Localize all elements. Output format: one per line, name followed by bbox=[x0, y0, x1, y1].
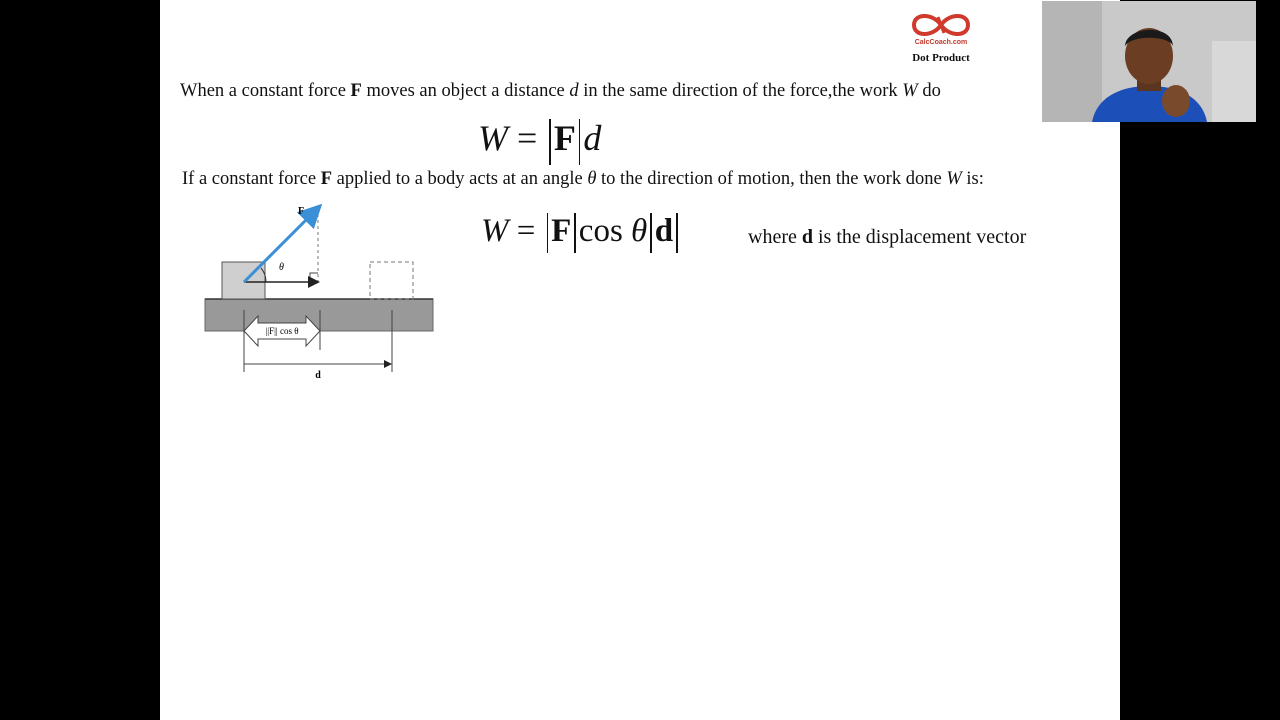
text-segment: do bbox=[917, 81, 941, 101]
angle-sentence bbox=[182, 169, 984, 190]
slide-title: Dot Product bbox=[912, 52, 970, 64]
displacement-label: d bbox=[315, 370, 321, 381]
magnitude-bar bbox=[574, 213, 576, 253]
eq-theta: θ bbox=[631, 213, 648, 249]
force-label: F bbox=[298, 206, 305, 217]
magnitude-bar bbox=[676, 213, 678, 253]
text-segment: If a constant force bbox=[182, 169, 321, 189]
eq-cos: cos bbox=[578, 213, 623, 249]
work-symbol: W bbox=[946, 169, 962, 189]
distance-symbol: d bbox=[569, 81, 579, 101]
infinity-logo-icon bbox=[900, 8, 982, 42]
displacement-symbol: d bbox=[801, 226, 813, 248]
text-segment: where bbox=[748, 226, 802, 248]
work-equation-simple bbox=[478, 117, 601, 165]
text-segment: moves an object a distance bbox=[361, 81, 570, 101]
text-segment: to the direction of motion, then the work done bbox=[596, 169, 947, 189]
presenter-video-icon bbox=[1042, 1, 1256, 122]
text-segment: is: bbox=[961, 169, 984, 189]
theta-symbol: θ bbox=[587, 169, 597, 189]
text-segment: in the same direction of the force,the work bbox=[578, 81, 903, 101]
right-angle-marker bbox=[310, 273, 318, 282]
eq-equals: = bbox=[508, 213, 544, 249]
text-segment: is the displacement vector bbox=[812, 226, 1027, 248]
force-symbol: F bbox=[320, 169, 332, 189]
text-segment: applied to a body acts at an angle bbox=[332, 169, 588, 189]
eq-force-symbol: F bbox=[551, 213, 572, 249]
ground-surface bbox=[205, 299, 433, 331]
intro-sentence bbox=[180, 81, 941, 102]
eq-force-symbol: F bbox=[553, 118, 576, 158]
theta-label: θ bbox=[279, 262, 284, 273]
eq-work-symbol: W bbox=[478, 118, 508, 158]
work-symbol: W bbox=[902, 81, 918, 101]
logo-site-name: CalcCoach.com bbox=[914, 39, 968, 46]
magnitude-bar bbox=[650, 213, 652, 253]
magnitude-bar bbox=[547, 213, 549, 253]
webcam-overlay bbox=[1042, 1, 1256, 122]
displacement-note bbox=[748, 226, 1026, 249]
eq-distance-symbol: d bbox=[583, 118, 602, 158]
work-equation-angle bbox=[481, 213, 681, 253]
eq-equals: = bbox=[508, 118, 547, 158]
eq-displacement-symbol: d bbox=[654, 213, 674, 249]
eq-work-symbol: W bbox=[481, 213, 509, 249]
text-segment: When a constant force bbox=[180, 81, 351, 101]
box-final-position bbox=[370, 262, 413, 299]
projection-label: ||F|| cos θ bbox=[265, 326, 299, 336]
magnitude-bar bbox=[549, 119, 551, 165]
force-symbol: F bbox=[350, 81, 362, 101]
force-diagram bbox=[200, 200, 440, 385]
magnitude-bar bbox=[579, 119, 581, 165]
